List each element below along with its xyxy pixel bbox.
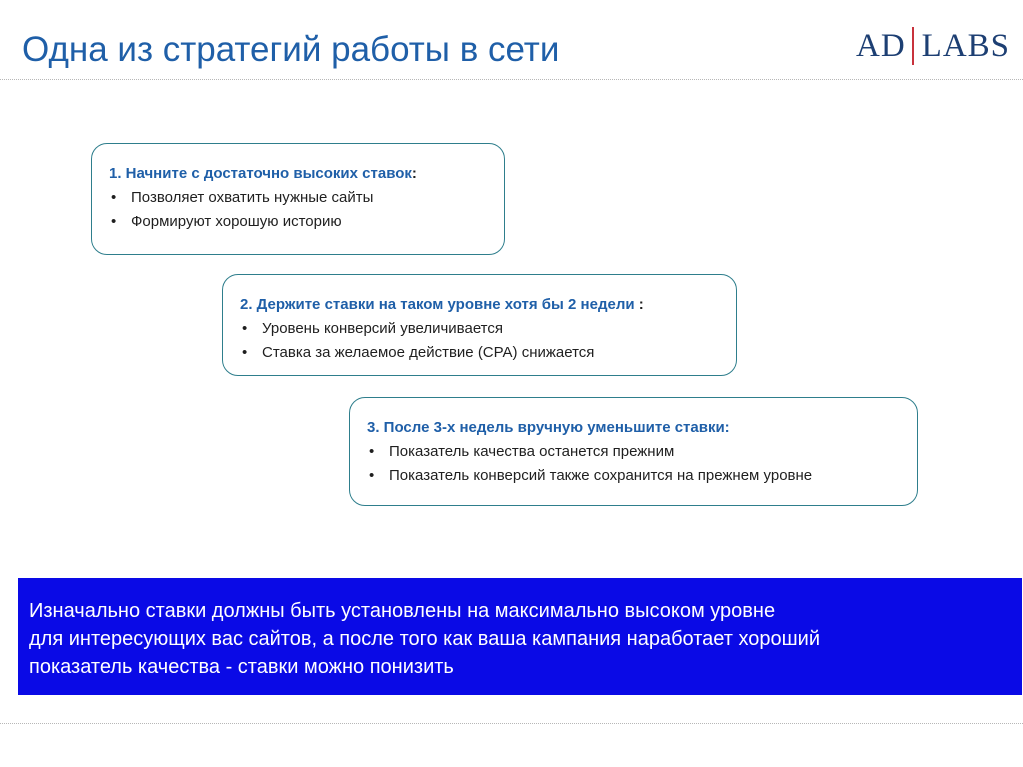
step-box-1 xyxy=(91,143,505,255)
logo-left-text: AD xyxy=(856,27,906,64)
bottom-divider xyxy=(0,723,1023,724)
bullet-icon: • xyxy=(242,320,248,337)
bullet-icon: • xyxy=(111,189,117,206)
step-1-bullets xyxy=(109,186,488,234)
bullet-icon: • xyxy=(369,467,375,484)
logo-right-text: LABS xyxy=(921,27,1011,64)
summary-callout xyxy=(18,578,1022,695)
list-item: • Показатель качества останется прежним xyxy=(367,440,901,464)
step-box-3 xyxy=(349,397,918,506)
step-2-heading: 2. Держите ставки на таком уровне хотя бы 2 недели : xyxy=(240,296,644,313)
bullet-icon: • xyxy=(369,443,375,460)
step-2-bullets xyxy=(240,317,720,365)
callout-line: показатель качества - ставки можно понизить xyxy=(29,656,454,678)
slide-title: Одна из стратегий работы в сети xyxy=(22,30,560,69)
list-item: • Уровень конверсий увеличивается xyxy=(240,317,720,341)
list-item: • Позволяет охватить нужные сайты xyxy=(109,186,488,210)
list-item: • Ставка за желаемое действие (CPA) снижается xyxy=(240,341,720,365)
step-3-bullets xyxy=(367,440,901,488)
list-item: • Формируют хорошую историю xyxy=(109,210,488,234)
bullet-icon: • xyxy=(242,344,248,361)
adlabs-logo xyxy=(856,26,1010,66)
step-3-heading: 3. После 3-х недель вручную уменьшите ставки: xyxy=(367,419,730,436)
logo-separator xyxy=(912,27,914,65)
callout-line: для интересующих вас сайтов, а после того как ваша кампания наработает хороший xyxy=(29,628,820,650)
callout-line: Изначально ставки должны быть установлены на максимально высоком уровне xyxy=(29,600,776,622)
step-box-2 xyxy=(222,274,737,376)
step-1-heading: 1. Начните с достаточно высоких ставок: xyxy=(109,165,417,182)
list-item: • Показатель конверсий также сохранится на прежнем уровне xyxy=(367,464,901,488)
top-divider xyxy=(0,79,1023,80)
bullet-icon: • xyxy=(111,213,117,230)
